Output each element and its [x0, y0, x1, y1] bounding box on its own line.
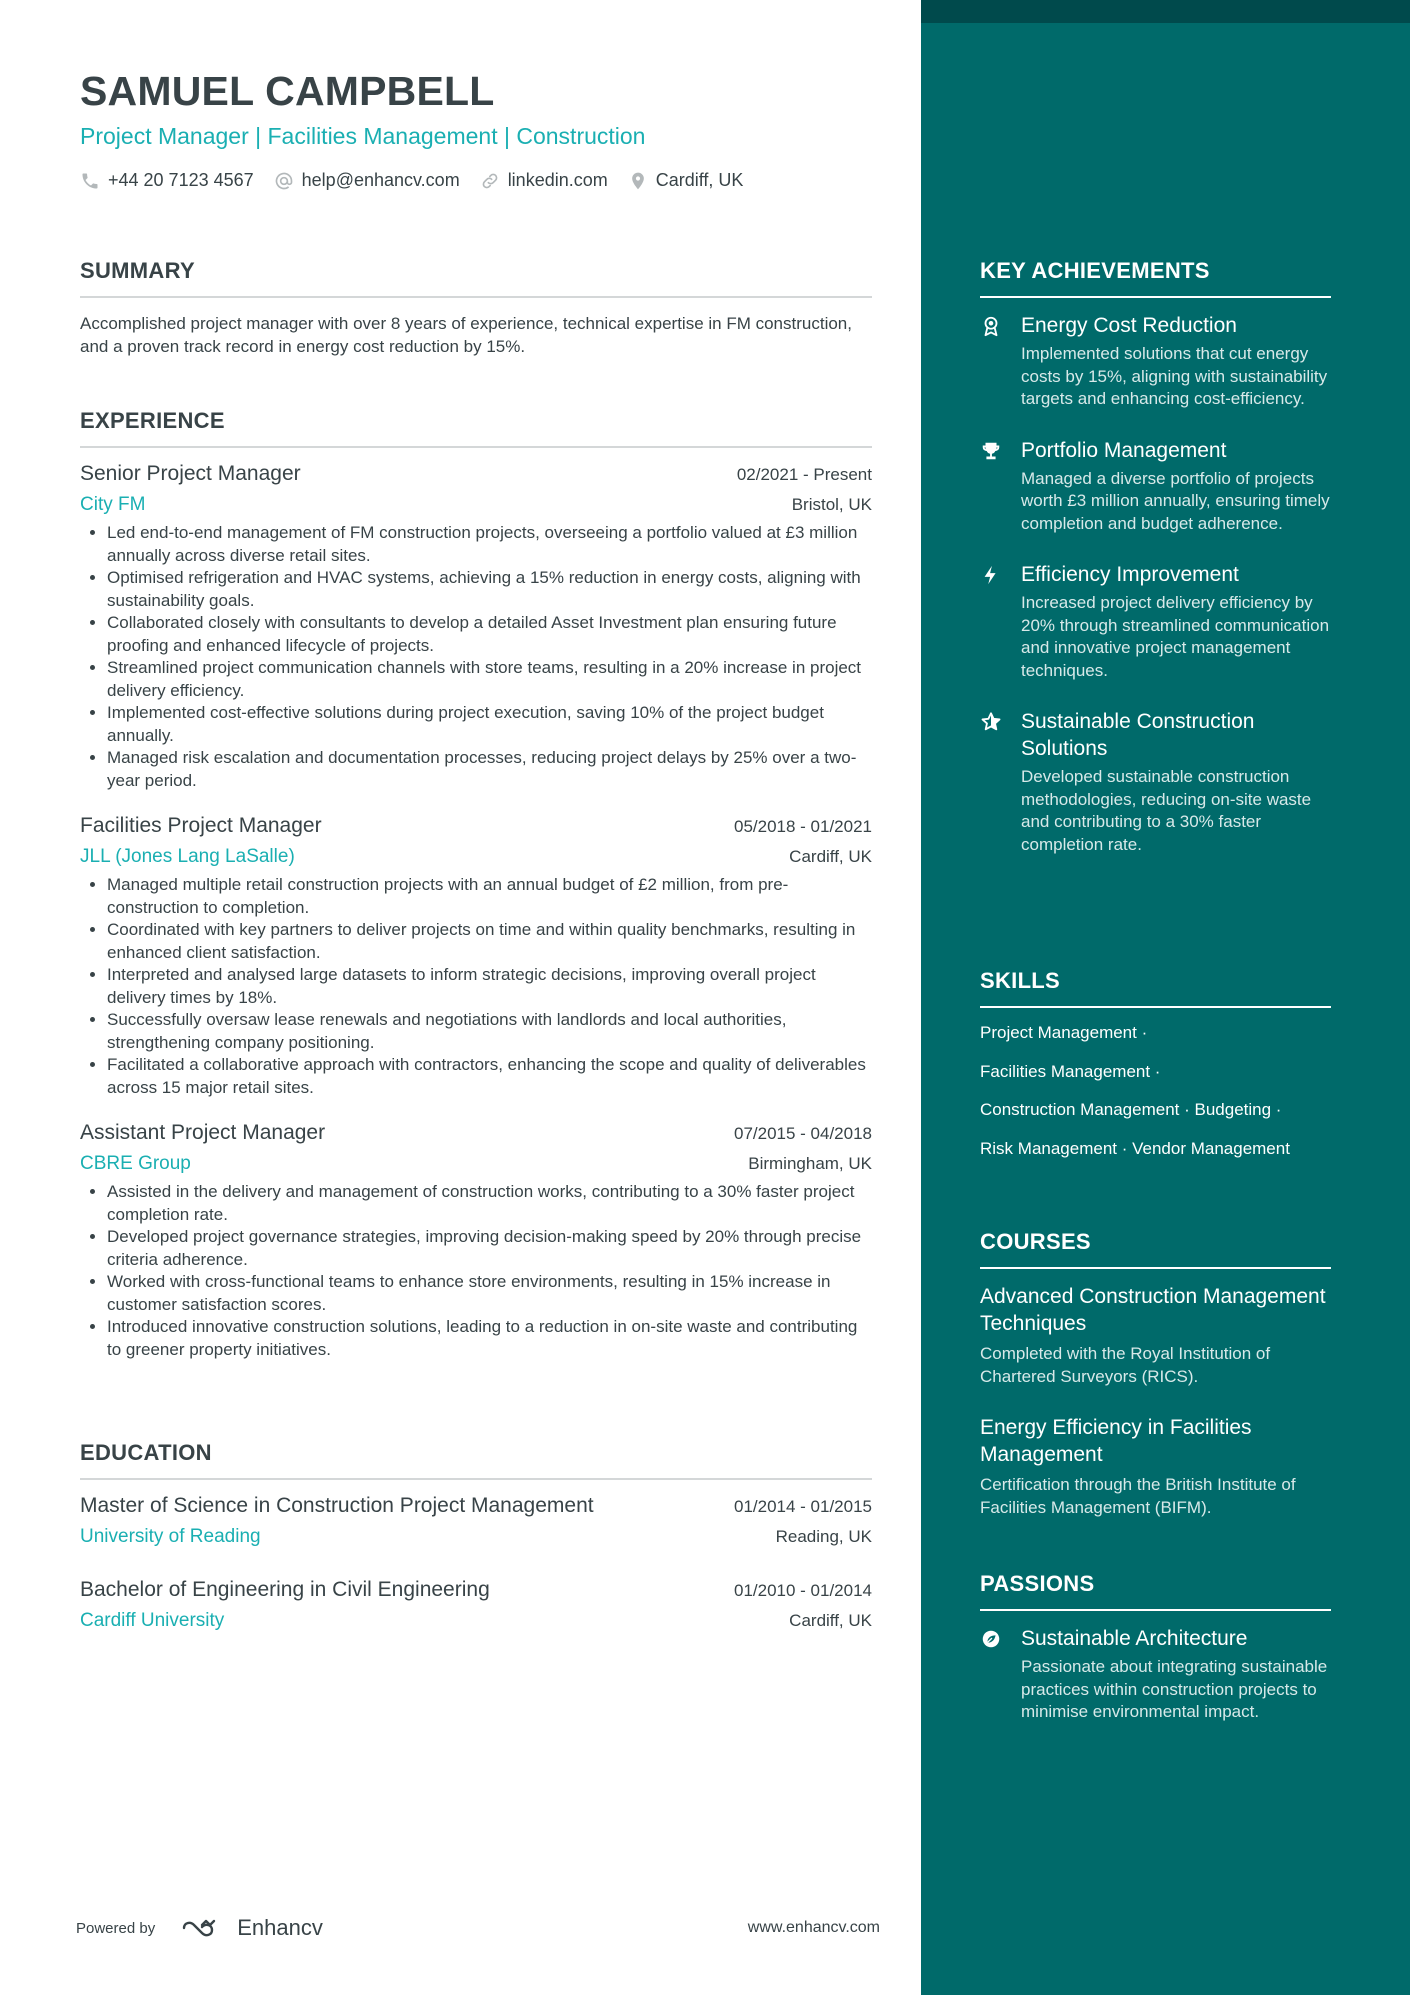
passion-title: Sustainable Architecture: [1021, 1627, 1248, 1650]
linkedin-url: linkedin.com: [507, 170, 608, 190]
summary-text: Accomplished project manager with over 8 years of experience, technical expertise in FM construction, and a proven track record in energy cost reduction by 15%.: [80, 314, 852, 356]
education-title: EDUCATION: [80, 1440, 872, 1480]
location-pin-icon: [628, 171, 648, 191]
bullet-item: • Worked with cross-functional teams to enhance store environments, resulting in 15% increase in customer satisfaction scores.: [107, 1271, 872, 1316]
bullet-item: • Collaborated closely with consultants to develop a detailed Asset Investment plan ensuring future proofing and enhanced lifecycle of projects.: [107, 612, 872, 657]
skill-tag: Facilities Management ·: [980, 1061, 1161, 1081]
job-bullets: [80, 874, 872, 1099]
contact-email[interactable]: [274, 170, 460, 191]
job-bullets: [80, 522, 872, 792]
education-date: 01/2014 - 01/2015: [733, 1497, 872, 1516]
powered-by: [76, 1915, 323, 1941]
enhancv-logo-icon: [181, 1916, 227, 1940]
award-ribbon-icon: [980, 315, 1002, 337]
trophy-icon: [980, 440, 1002, 462]
bullet-item: • Led end-to-end management of FM construction projects, overseeing a portfolio valued at £3 million annually across diverse retail sites.: [107, 522, 872, 567]
sidebar-top-bar: [921, 0, 1410, 23]
bullet-item: • Developed project governance strategies, improving decision-making speed by 20% through precise criteria adherence.: [107, 1226, 872, 1271]
courses-title: COURSES: [980, 1229, 1331, 1269]
passion-item: [980, 1625, 1331, 1724]
experience-section: [80, 408, 872, 1361]
contact-bar: [80, 170, 763, 191]
passions-title: PASSIONS: [980, 1571, 1331, 1611]
skill-tag: Risk Management · Vendor Management: [980, 1138, 1290, 1158]
brand-logo[interactable]: [181, 1915, 323, 1941]
footer: [76, 1915, 880, 1941]
powered-by-label: Powered by: [76, 1919, 156, 1937]
course-description: Certification through the British Institute of Facilities Management (BIFM).: [980, 1475, 1296, 1517]
job-company[interactable]: JLL (Jones Lang LaSalle): [80, 846, 295, 867]
job-location: Cardiff, UK: [789, 847, 872, 866]
job-company[interactable]: CBRE Group: [80, 1153, 191, 1174]
summary-title: SUMMARY: [80, 258, 872, 298]
summary-section: [80, 258, 872, 358]
job-title: Senior Project Manager: [80, 462, 301, 485]
course-description: Completed with the Royal Institution of Chartered Surveyors (RICS).: [980, 1344, 1271, 1386]
location-text: Cardiff, UK: [655, 170, 744, 190]
job-location: Birmingham, UK: [748, 1154, 872, 1173]
degree-title: Bachelor of Engineering in Civil Engineering: [80, 1578, 490, 1601]
link-icon: [480, 171, 500, 191]
education-entry: [80, 1494, 872, 1548]
bullet-item: • Managed risk escalation and documentation processes, reducing project delays by 25% over a two-year period.: [107, 747, 872, 792]
job-date: 02/2021 - Present: [736, 465, 872, 484]
school-name[interactable]: University of Reading: [80, 1526, 261, 1547]
achievement-item: [980, 312, 1331, 411]
job-location: Bristol, UK: [791, 495, 872, 514]
bullet-item: • Optimised refrigeration and HVAC systems, achieving a 15% reduction in energy costs, aligning with sustainability goals.: [107, 567, 872, 612]
headline: Project Manager | Facilities Management | Construction: [80, 123, 646, 149]
phone-icon: [80, 171, 100, 191]
bullet-item: • Implemented cost-effective solutions during project execution, saving 10% of the project budget annually.: [107, 702, 872, 747]
education-entry: [80, 1578, 872, 1632]
bullet-item: • Introduced innovative construction solutions, leading to a reduction in on-site waste and contributing to greener property initiatives.: [107, 1316, 872, 1361]
skill-tag: Project Management ·: [980, 1023, 1148, 1042]
achievement-title: Sustainable Construction Solutions: [1021, 710, 1255, 760]
email-address: help@enhancv.com: [301, 170, 460, 190]
achievement-item: [980, 437, 1331, 536]
bullet-item: • Streamlined project communication channels with store teams, resulting in a 20% increase in project delivery efficiency.: [107, 657, 872, 702]
lightning-icon: [980, 564, 1002, 586]
job-company[interactable]: City FM: [80, 494, 146, 515]
achievement-title: Portfolio Management: [1021, 438, 1227, 462]
achievement-description: Managed a diverse portfolio of projects worth £3 million annually, ensuring timely completion and budget adherence.: [1021, 468, 1330, 533]
achievements-title: KEY ACHIEVEMENTS: [980, 258, 1331, 298]
experience-title: EXPERIENCE: [80, 408, 872, 448]
bullet-item: • Interpreted and analysed large datasets to inform strategic decisions, improving overall project delivery times by 18%.: [107, 964, 872, 1009]
sidebar: [921, 0, 1410, 1995]
contact-linkedin[interactable]: [480, 170, 608, 191]
candidate-name: SAMUEL CAMPBELL: [80, 68, 495, 114]
skill-tag: Construction Management · Budgeting ·: [980, 1100, 1282, 1119]
job-title: Facilities Project Manager: [80, 814, 322, 837]
achievement-title: Energy Cost Reduction: [1021, 314, 1237, 337]
star-icon: [980, 711, 1002, 733]
achievement-item: [980, 708, 1331, 856]
job-bullets: [80, 1181, 872, 1361]
skills-list: [980, 1022, 1331, 1160]
leaf-icon: [980, 1628, 1002, 1650]
achievement-description: Increased project delivery efficiency by 20% through streamlined communication and innovative project management techniques.: [1021, 593, 1330, 680]
passion-description: Passionate about integrating sustainable practices within construction projects to minimise environmental impact.: [1021, 1657, 1328, 1721]
skills-section: [980, 968, 1331, 1176]
school-location: Cardiff, UK: [789, 1611, 872, 1630]
brand-name: Enhancv: [237, 1915, 323, 1940]
education-date: 01/2010 - 01/2014: [733, 1581, 872, 1600]
achievements-section: [980, 258, 1331, 856]
contact-phone[interactable]: [80, 170, 254, 191]
bullet-item: • Successfully oversaw lease renewals and negotiations with landlords and local authorities, strengthening company positioning.: [107, 1009, 872, 1054]
contact-location: [628, 170, 744, 191]
bullet-item: • Managed multiple retail construction projects with an annual budget of £2 million, from pre-construction to completion.: [107, 874, 872, 919]
job-entry: [80, 1121, 872, 1361]
course-item: [980, 1283, 1331, 1388]
skills-title: SKILLS: [980, 968, 1331, 1008]
website-link[interactable]: www.enhancv.com: [747, 1919, 880, 1936]
job-date: 07/2015 - 04/2018: [733, 1124, 872, 1143]
achievement-description: Developed sustainable construction methodologies, reducing on-site waste and contributing to a 30% faster completion rate.: [1021, 767, 1312, 854]
job-date: 05/2018 - 01/2021: [733, 817, 872, 836]
job-entry: [80, 462, 872, 792]
school-name[interactable]: Cardiff University: [80, 1610, 225, 1631]
at-sign-icon: [274, 171, 294, 191]
achievement-description: Implemented solutions that cut energy costs by 15%, aligning with sustainability targets and enhancing cost-efficiency.: [1021, 344, 1328, 408]
courses-section: [980, 1229, 1331, 1519]
course-title: Energy Efficiency in Facilities Management: [980, 1416, 1252, 1466]
passions-section: [980, 1571, 1331, 1724]
education-section: [80, 1440, 872, 1632]
achievement-title: Efficiency Improvement: [1021, 563, 1239, 586]
achievement-item: [980, 561, 1331, 682]
course-item: [980, 1414, 1331, 1519]
school-location: Reading, UK: [775, 1527, 872, 1546]
bullet-item: • Coordinated with key partners to deliver projects on time and within quality benchmarks, resulting in enhanced client satisfaction.: [107, 919, 872, 964]
bullet-item: • Facilitated a collaborative approach with contractors, enhancing the scope and quality of deliverables across 15 major retail sites.: [107, 1054, 872, 1099]
job-entry: [80, 814, 872, 1099]
degree-title: Master of Science in Construction Project Management: [80, 1494, 594, 1517]
course-title: Advanced Construction Management Techniques: [980, 1285, 1326, 1335]
bullet-item: • Assisted in the delivery and management of construction works, contributing to a 30% faster project completion rate.: [107, 1181, 872, 1226]
phone-number: +44 20 7123 4567: [108, 170, 254, 190]
job-title: Assistant Project Manager: [80, 1121, 326, 1144]
